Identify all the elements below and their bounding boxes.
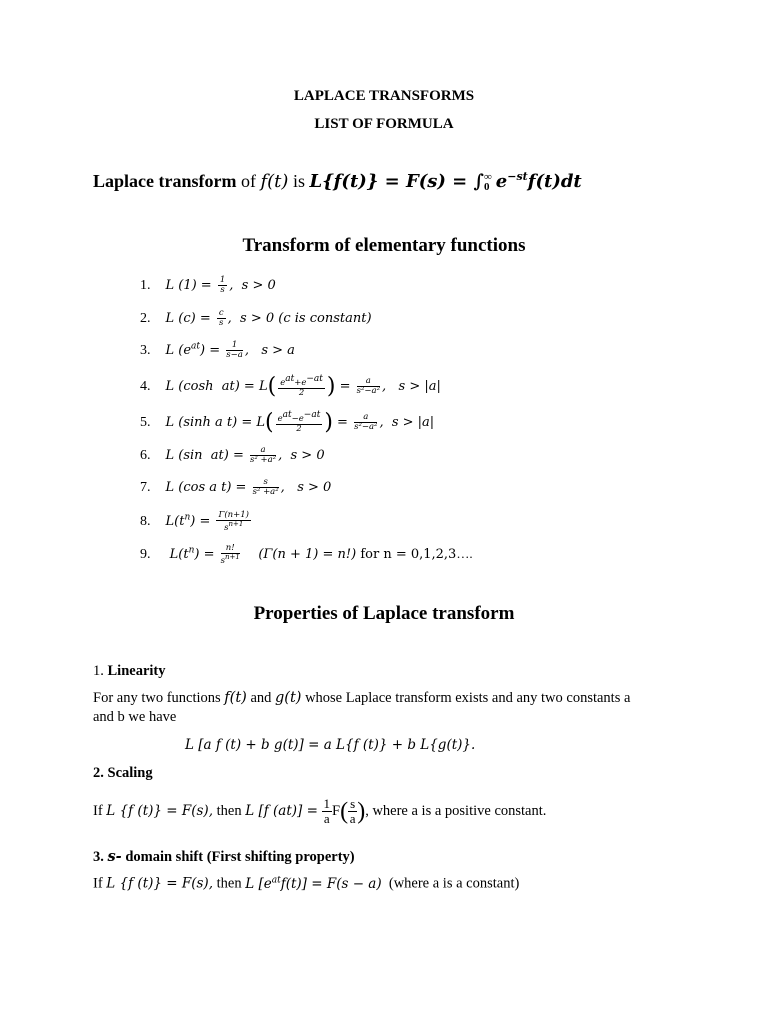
shift-title: 3. s- domain shift (First shifting property) — [93, 848, 355, 865]
linearity-formula: L [a f (t) + b g(t)] = a L{f (t)} + b L{g(t)}. — [185, 737, 476, 753]
definition-of: of — [240, 171, 256, 191]
formula-item: 3. L $(e^{at})$ = $\frac{1}{s-a}$ , s > a — [140, 340, 295, 360]
item-number: 2. — [140, 310, 151, 326]
linearity-heading — [93, 663, 166, 680]
formula-item: 8. $L(t^n)$ = $\frac{\Gamma(n+1)}{s^{n+1}}$ — [140, 510, 250, 533]
document-subtitle: LIST OF FORMULA — [314, 116, 454, 132]
item-number: 9. — [140, 547, 151, 563]
scaling-title: 2. Scaling — [93, 765, 153, 781]
linearity-title: Linearity — [107, 663, 166, 679]
formula-item: 2. L (c) = $\frac{c}{s}$ , s > 0 (c is constant) — [140, 308, 372, 328]
shift-formula: If L {f (t)} = F(s), then L $[e^{at}f(t)] = F(s - a)$ (where a is a constant) — [93, 875, 520, 892]
item-number: 7. — [140, 479, 151, 495]
formula-item: 4. L (cosh at) = L( $\frac{e^{at}+e^{-at}}{2}$ ) = $\frac{a}{\text{s²−a²}}$ , s > |a| — [140, 374, 441, 399]
formula-item: 6. L (sin at) = $\frac{a}{\text{s² +a²}}$ , s > 0 — [140, 445, 325, 465]
definition-is: is — [292, 171, 305, 191]
formula-item: 7. L (cos a t) = $\frac{s}{\text{s² +a²}}$ , s > 0 — [140, 477, 332, 497]
item-number: 1. — [140, 277, 151, 293]
formula-item: 1. L (1) = $\frac{1}{s}$ , s > 0 — [140, 275, 276, 295]
item-number: 8. — [140, 514, 151, 530]
item-number: 6. — [140, 447, 151, 463]
linearity-text-line1: For any two functions f(t) and g(t) whose Laplace transform exists and any two constants a — [93, 690, 631, 706]
item-number: 3. — [140, 342, 151, 358]
integral-limits — [483, 170, 492, 193]
elementary-heading: Transform of elementary functions — [242, 235, 526, 256]
scaling-formula: If L {f (t)} = F(s), then L [f (at)] = $\frac{1}{a}$ F( $\frac{s}{a}$ ), where a is a positive constant. — [93, 796, 547, 827]
formula-item: 9. $L(t^n)$ = $\frac{n!}{s^{n+1}}$ (Γ(n + 1) = n!) for n = 0,1,2,3…. — [140, 543, 473, 566]
definition-exp: $e^{-st}$ — [495, 170, 528, 192]
properties-heading: Properties of Laplace transform — [253, 603, 515, 624]
item-number: 4. — [140, 379, 151, 394]
item-number: 5. — [140, 415, 151, 430]
definition-formula-right: f(t)dt — [527, 171, 582, 192]
formula-item: 5. L (sinh a t) = L( $\frac{e^{at}-e^{-at}}{2}$ ) = $\frac{a}{\text{s²−a²}}$ , s > |a| — [140, 410, 435, 435]
definition-formula-left: L{f(t)} = F(s) = ∫ — [309, 171, 484, 192]
integral-upper: ∞ — [483, 170, 492, 183]
linearity-text-line2: and b we have — [93, 709, 177, 725]
document-title: LAPLACE TRANSFORMS — [293, 88, 475, 104]
linearity-number: 1. — [93, 663, 104, 679]
definition-lead: Laplace transform — [93, 171, 237, 191]
laplace-definition — [93, 170, 582, 193]
definition-ft: f(t) — [260, 171, 289, 192]
integral-lower: 0 — [483, 180, 490, 193]
